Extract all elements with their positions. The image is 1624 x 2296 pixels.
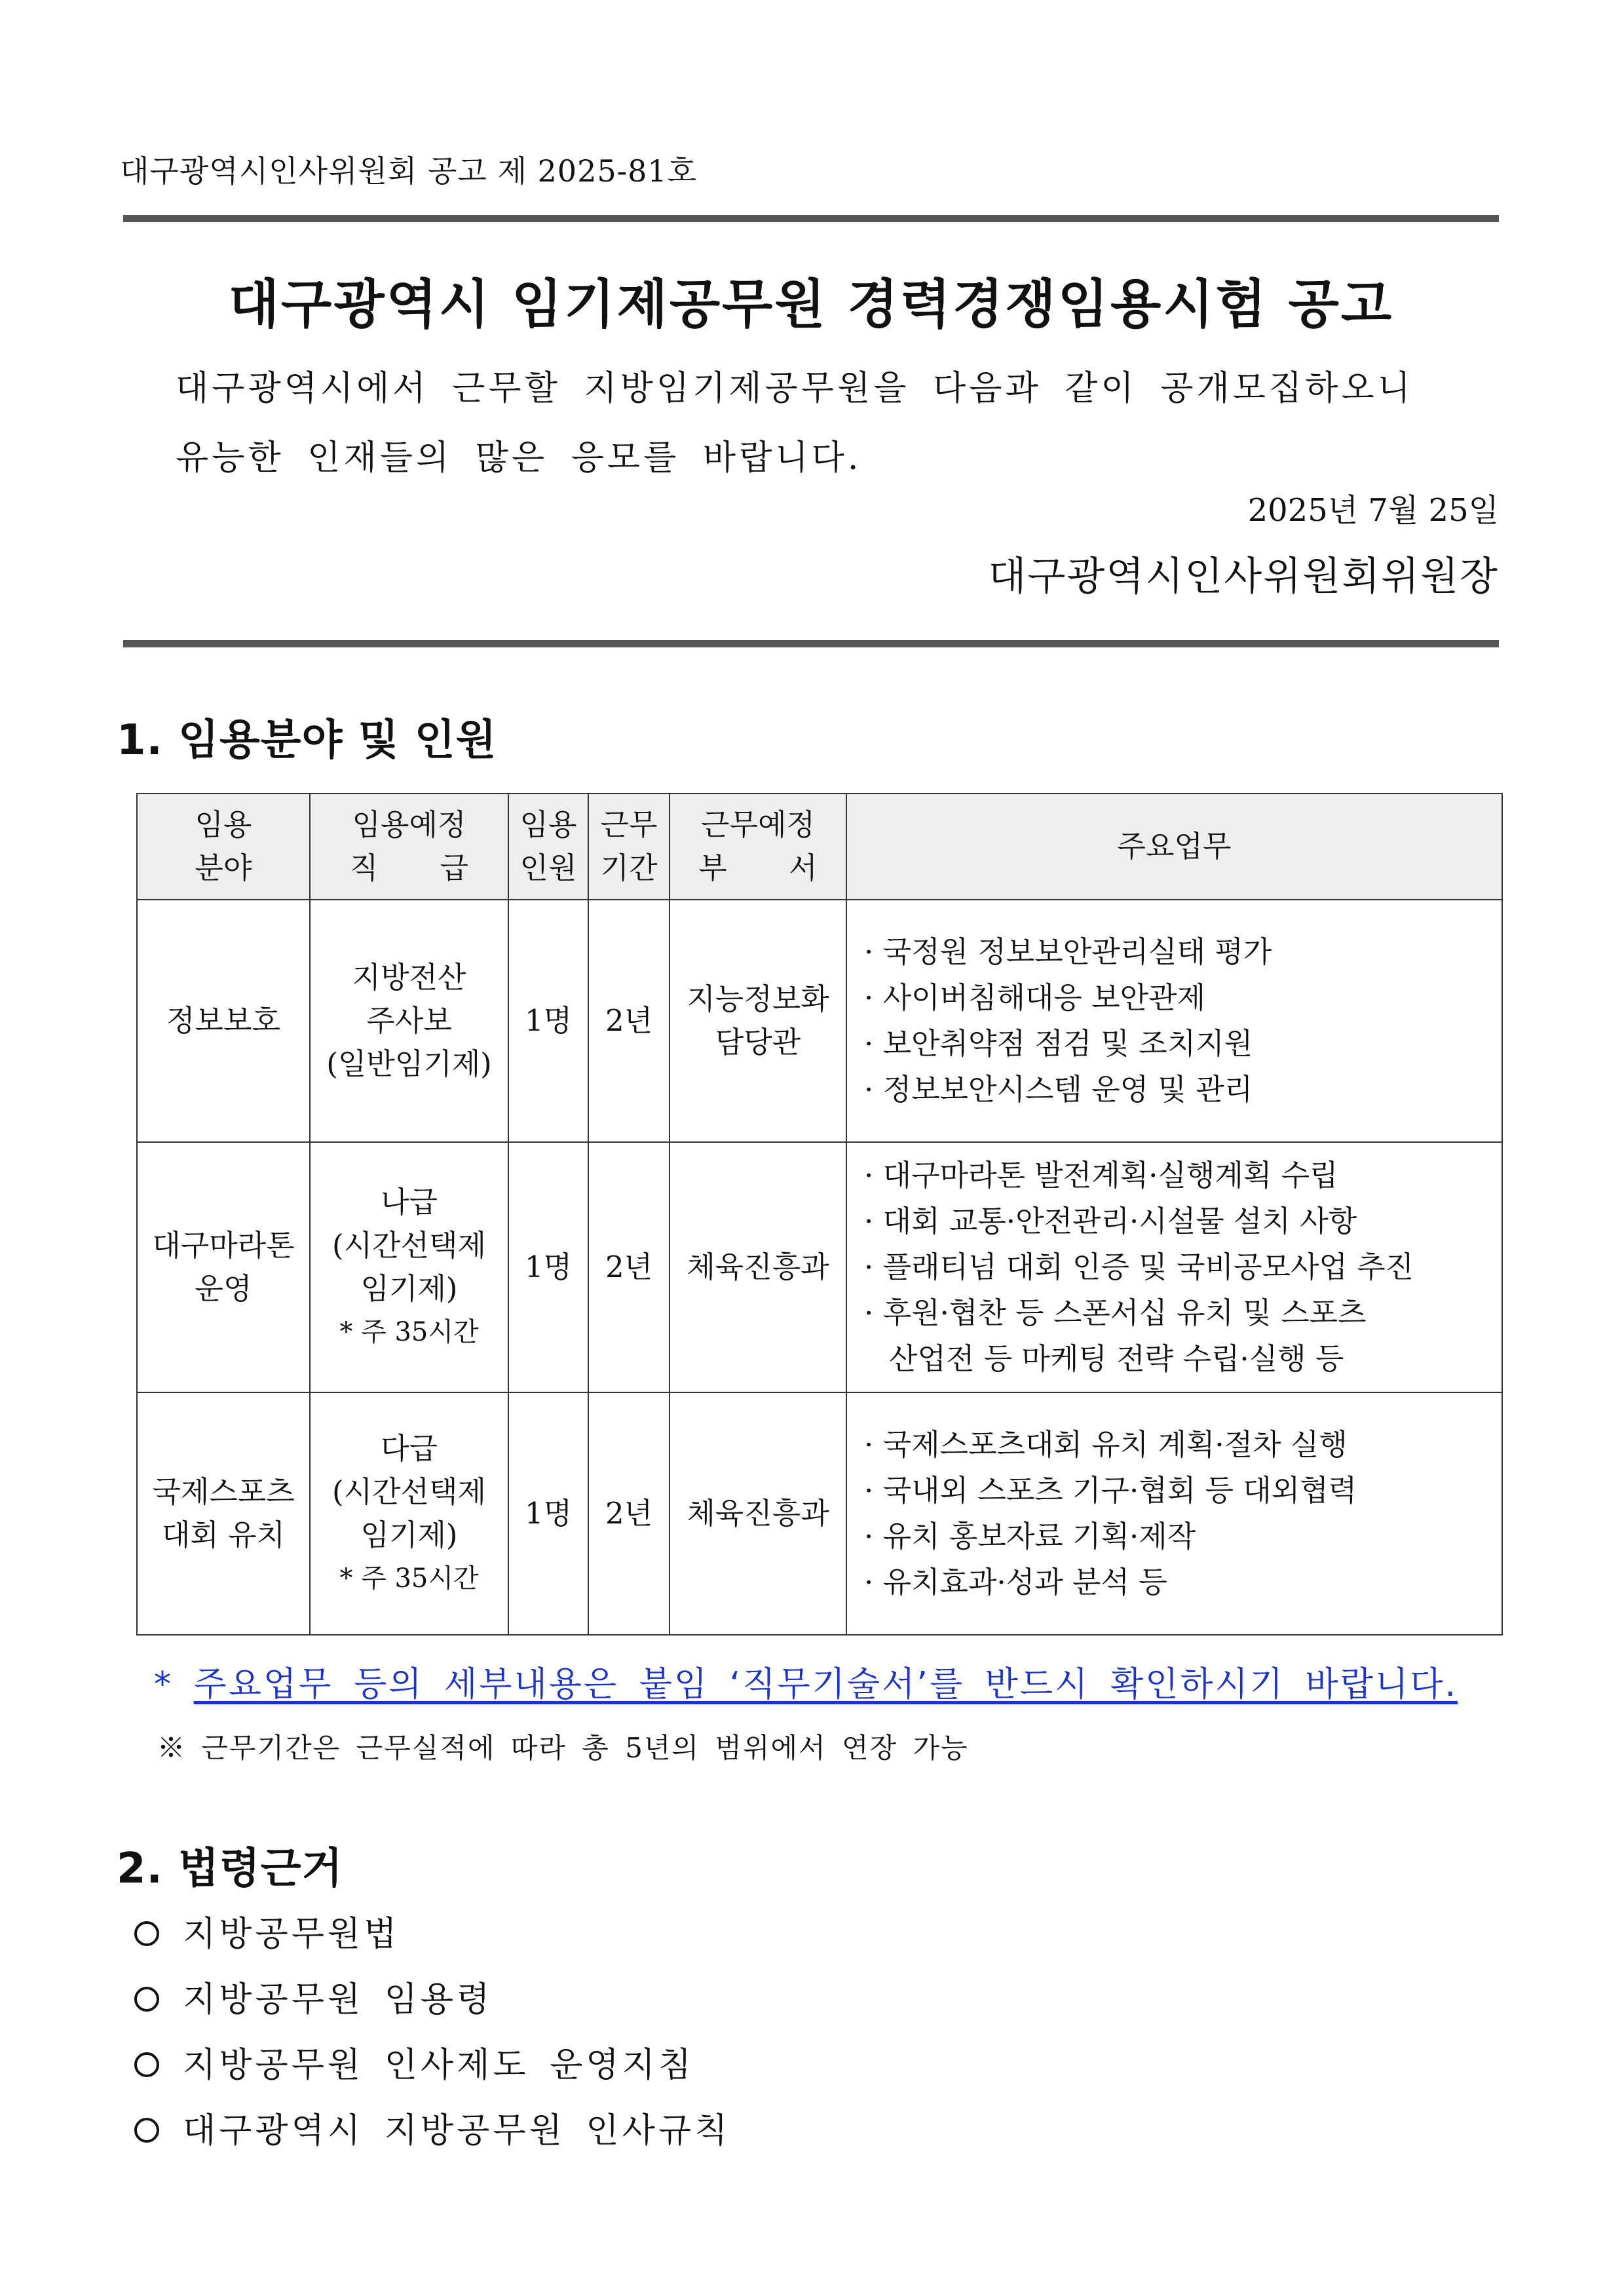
- cell-grade: 다급 (시간선택제 임기제) * 주 35시간: [310, 1392, 508, 1635]
- cell-count: 1명: [508, 1392, 588, 1635]
- duty-item: · 보안취약점 점검 및 조치지원: [864, 1026, 1253, 1061]
- note-star: *: [154, 1665, 173, 1704]
- signer: 대구광역시인사위원회위원장: [988, 554, 1499, 600]
- section-heading-positions: 1. 임용분야 및 인원: [117, 716, 497, 765]
- positions-table: [136, 793, 1503, 1636]
- table-row: [137, 1392, 1502, 1635]
- section-heading-legal-basis: 2. 법령근거: [117, 1845, 343, 1893]
- cell-field: 대구마라톤 운영: [137, 1142, 310, 1392]
- cell-dept: 체육진흥과: [670, 1142, 846, 1392]
- intro-paragraph: [176, 354, 1492, 493]
- cell-term: 2년: [588, 1142, 670, 1392]
- list-item: 지방공무원 임용령: [134, 1967, 730, 2033]
- list-item: 지방공무원법: [134, 1902, 730, 1967]
- header-grade: 임용예정 직 급: [310, 794, 508, 900]
- circle-bullet-icon: [134, 1987, 159, 2012]
- duty-item: · 국내외 스포츠 기구·협회 등 대외협력: [864, 1473, 1357, 1508]
- cell-dept: 지능정보화 담당관: [670, 900, 846, 1142]
- duty-item: · 유치 홍보자료 기획·제작: [864, 1519, 1196, 1554]
- intro-line: 유능한 인재들의 많은 응모를 바랍니다.: [176, 438, 862, 478]
- cell-count: 1명: [508, 900, 588, 1142]
- job-description-note: [154, 1656, 1458, 1706]
- duty-item: · 플래티넘 대회 인증 및 국비공모사업 추진: [864, 1250, 1414, 1284]
- duty-item: · 대회 교통·안전관리·시설물 설치 사항: [864, 1204, 1357, 1238]
- extension-note: ※ 근무기간은 근무실적에 따라 총 5년의 범위에서 연장 가능: [157, 1732, 969, 1764]
- cell-count: 1명: [508, 1142, 588, 1392]
- list-item: 지방공무원 인사제도 운영지침: [134, 2033, 730, 2098]
- intro-line: 대구광역시에서 근무할 지방임기제공무원을 다음과 같이 공개모집하오니: [176, 369, 1414, 408]
- cell-grade: 나급 (시간선택제 임기제) * 주 35시간: [310, 1142, 508, 1392]
- duty-item: · 대구마라톤 발전계획·실행계획 수립: [864, 1158, 1338, 1193]
- header-count: 임용 인원: [508, 794, 588, 900]
- duty-item: · 국제스포츠대회 유치 계획·절차 실행: [864, 1427, 1348, 1462]
- header-field: 임용 분야: [137, 794, 310, 900]
- header-dept: 근무예정 부 서: [670, 794, 846, 900]
- table-row: [137, 900, 1502, 1142]
- notice-number: 대구광역시인사위원회 공고 제 2025-81호: [120, 153, 698, 189]
- legal-basis-list: [134, 1902, 730, 2164]
- duty-item: · 사이버침해대응 보안관제: [864, 980, 1206, 1015]
- duty-item: · 국정원 정보보안관리실태 평가: [864, 934, 1272, 969]
- cell-field: 국제스포츠 대회 유치: [137, 1392, 310, 1635]
- table-header-row: [137, 794, 1502, 900]
- cell-dept: 체육진흥과: [670, 1392, 846, 1635]
- duty-item: · 유치효과·성과 분석 등: [864, 1565, 1167, 1599]
- cell-field: 정보보호: [137, 900, 310, 1142]
- table-row: [137, 1142, 1502, 1392]
- cell-duties: [846, 900, 1502, 1142]
- circle-bullet-icon: [134, 1921, 159, 1946]
- circle-bullet-icon: [134, 2052, 159, 2077]
- duty-item: 산업전 등 마케팅 전략 수립·실행 등: [889, 1341, 1344, 1376]
- top-divider: [123, 215, 1499, 222]
- hours-note: * 주 35시간: [339, 1317, 479, 1347]
- note-text: 주요업무 등의 세부내용은 붙임 ‘직무기술서’를 반드시 확인하시기 바랍니다.: [193, 1665, 1458, 1704]
- duty-item: · 정보보안시스템 운영 및 관리: [864, 1072, 1253, 1107]
- notice-date: 2025년 7월 25일: [1247, 492, 1499, 529]
- cell-duties: [846, 1392, 1502, 1635]
- cell-grade: 지방전산 주사보 (일반임기제): [310, 900, 508, 1142]
- cell-term: 2년: [588, 1392, 670, 1635]
- circle-bullet-icon: [134, 2118, 159, 2143]
- header-duties: 주요업무: [846, 794, 1502, 900]
- hours-note: * 주 35시간: [339, 1563, 479, 1594]
- duty-item: · 후원·협찬 등 스폰서십 유치 및 스포츠: [864, 1295, 1367, 1330]
- page-title: 대구광역시 임기제공무원 경력경쟁임용시험 공고: [228, 274, 1394, 335]
- header-term: 근무 기간: [588, 794, 670, 900]
- cell-term: 2년: [588, 900, 670, 1142]
- cell-duties: [846, 1142, 1502, 1392]
- list-item: 대구광역시 지방공무원 인사규칙: [134, 2098, 730, 2164]
- bottom-divider: [123, 640, 1499, 647]
